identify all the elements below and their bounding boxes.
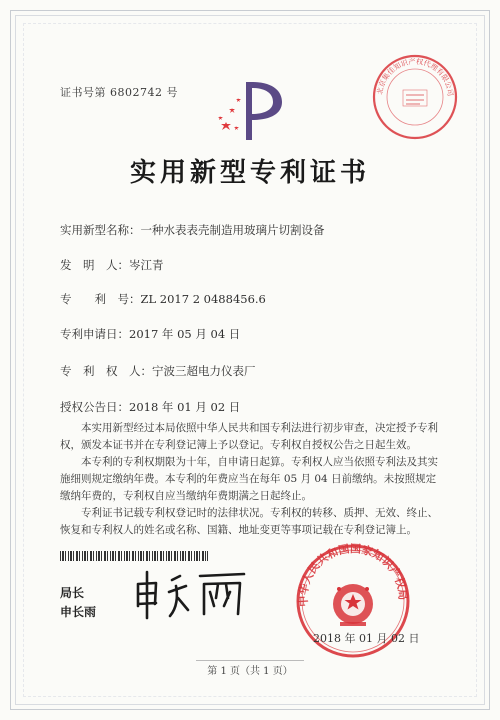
signatory-role: 局长 (60, 586, 85, 600)
barcode-icon (60, 551, 208, 561)
page-title: 实用新型专利证书 (129, 158, 370, 188)
field-patent-number (60, 291, 266, 307)
svg-text:北京集佳知识产权代理有限公司 (375, 57, 455, 97)
field-label: 实用新型名称： (60, 223, 141, 237)
field-value: 2017 年 05 月 04 日 (129, 327, 241, 341)
certificate-number-value: 6802742 (110, 86, 163, 99)
agency-stamp (370, 52, 460, 142)
body-paragraph: 专利证书记载专利权登记时的法律状况。专利权的转移、质押、无效、终止、恢复和专利权人的姓名或名称、国籍、地址变更等事项记载在专利登记簿上。 (60, 507, 438, 536)
field-value: 一种水表表壳制造用玻璃片切割设备 (140, 223, 325, 237)
field-label: 发 明 人： (60, 258, 129, 272)
certificate-number-suffix: 号 (166, 86, 178, 99)
field-value: 岑江青 (129, 258, 164, 272)
field-inventor (60, 257, 164, 273)
field-value: ZL 2017 2 0488456.6 (140, 292, 266, 306)
page-footer: 第 1 页（共 1 页） (207, 666, 293, 677)
field-label: 授权公告日： (60, 400, 129, 414)
seal-date: 2018 年 01 月 02 日 (313, 632, 420, 645)
certificate-body (60, 420, 442, 539)
patent-office-logo-icon (212, 78, 286, 144)
field-label: 专 利 号： (60, 292, 141, 306)
field-value: 2018 年 01 月 02 日 (129, 400, 241, 414)
field-label: 专 利 权 人： (60, 364, 152, 378)
field-filing-date (60, 326, 240, 342)
field-patentee (60, 363, 256, 379)
field-label: 专利申请日： (60, 327, 129, 341)
field-value: 宁波三超电力仪表厂 (152, 364, 256, 378)
certificate-number-label: 证书号第 (60, 86, 106, 99)
footer-divider (196, 660, 304, 661)
signatory-name: 申长雨 (60, 605, 97, 619)
field-utility-model-name (60, 222, 325, 238)
body-paragraph: 本专利的专利权期限为十年，自申请日起算。专利权人应当依照专利法及其实施细则规定缴纳年费。本专利的年费应当在每年 05 月 04 日前缴纳。未按照规定缴纳年费的，专利权自应当缴纳年费期满之日起终止。 (60, 456, 438, 502)
field-grant-date (60, 399, 240, 415)
body-paragraph: 本实用新型经过本局依照中华人民共和国专利法进行初步审查，决定授予专利权，颁发本证书并在专利登记簿上予以登记。专利权自授权公告之日起生效。 (60, 422, 438, 451)
certificate-number (60, 84, 178, 100)
agency-stamp-text: 北京集佳知识产权代理有限公司 (374, 56, 456, 97)
handwritten-signature (132, 566, 254, 624)
official-seal-text: 中华人民共和国国家知识产权局 (296, 542, 410, 608)
